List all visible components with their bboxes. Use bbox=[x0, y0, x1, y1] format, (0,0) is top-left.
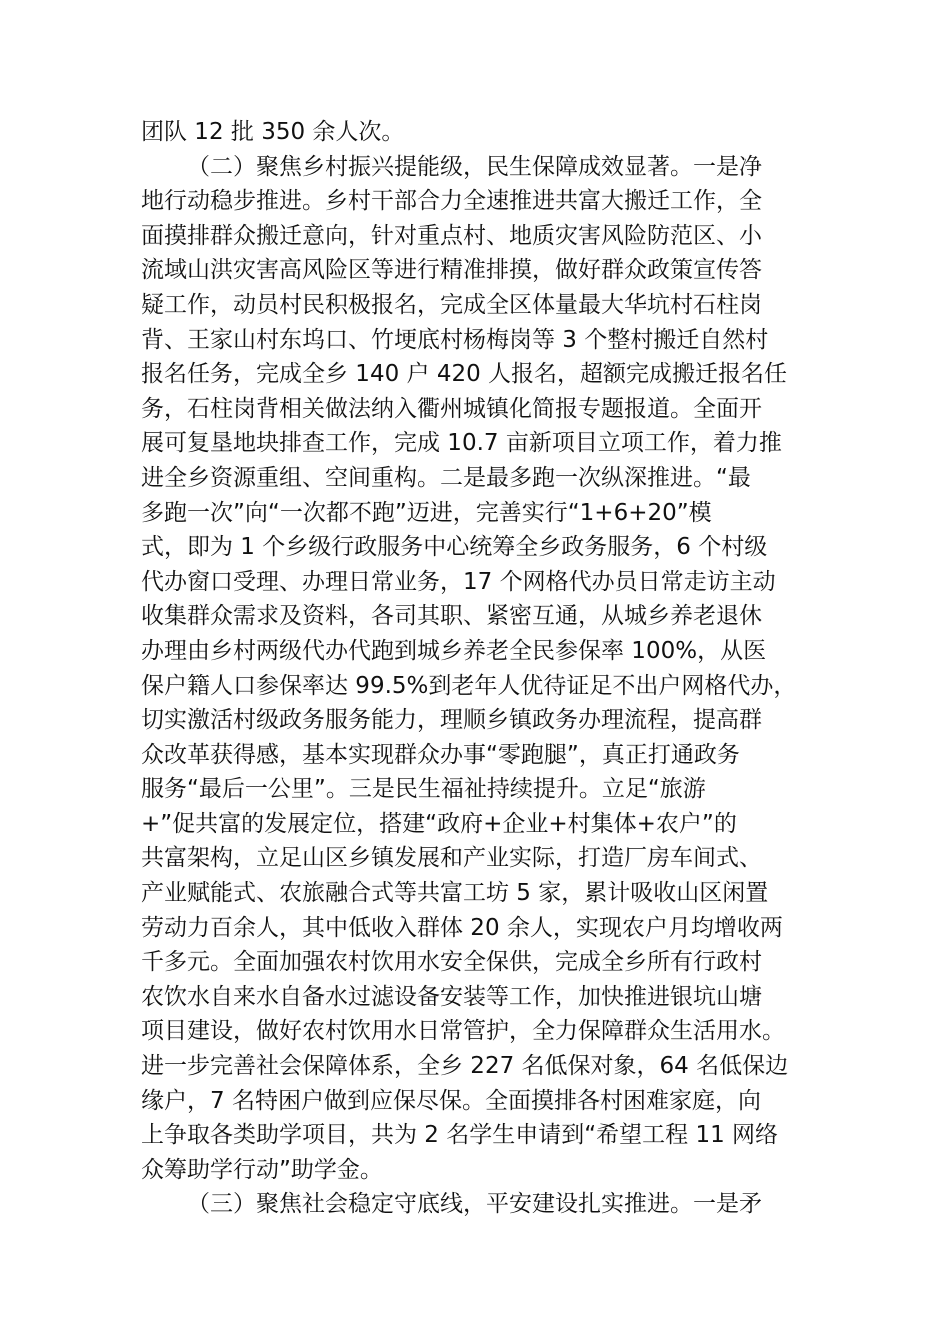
text-line: 众改革获得感，基本实现群众办事“零跑腿”，真正打通政务 bbox=[141, 741, 740, 768]
text-line: 上争取各类助学项目，共为 2 名学生申请到“希望工程 11 网络 bbox=[141, 1122, 779, 1149]
text-line: 劳动力百余人，其中低收入群体 20 余人，实现农户月均增收两 bbox=[141, 914, 783, 941]
body-text bbox=[141, 115, 821, 1222]
text-line: 产业赋能式、农旅融合式等共富工坊 5 家，累计吸收山区闲置 bbox=[141, 880, 769, 907]
text-line: 报名任务，完成全乡 140 户 420 人报名，超额完成搬迁报名任 bbox=[141, 361, 788, 388]
text-line: （三）聚焦社会稳定守底线，平安建设扎实推进。一是矛 bbox=[187, 1191, 762, 1218]
text-line: 面摸排群众搬迁意向，针对重点村、地质灾害风险防范区、小 bbox=[141, 222, 762, 249]
text-line: 进全乡资源重组、空间重构。二是最多跑一次纵深推进。“最 bbox=[141, 464, 751, 491]
text-line: 流域山洪灾害高风险区等进行精准排摸，做好群众政策宣传答 bbox=[141, 257, 762, 284]
text-line: 进一步完善社会保障体系，全乡 227 名低保对象，64 名低保边 bbox=[141, 1053, 789, 1080]
text-line: 众筹助学行动”助学金。 bbox=[141, 1156, 383, 1183]
text-line: 办理由乡村两级代办代跑到城乡养老全民参保率 100%，从医 bbox=[141, 637, 767, 664]
text-line: 共富架构，立足山区乡镇发展和产业实际，打造厂房车间式、 bbox=[141, 845, 762, 872]
text-line: 缘户，7 名特困户做到应保尽保。全面摸排各村困难家庭，向 bbox=[141, 1087, 761, 1114]
text-line: 农饮水自来水自备水过滤设备安装等工作，加快推进银坑山塘 bbox=[141, 983, 762, 1010]
text-line: 服务“最后一公里”。三是民生福祉持续提升。立足“旅游 bbox=[141, 776, 706, 803]
text-line: 疑工作，动员村民积极报名，完成全区体量最大华坑村石柱岗 bbox=[141, 291, 762, 318]
text-line: 保户籍人口参保率达 99.5%到老年人优待证足不出户网格代办， bbox=[141, 672, 797, 699]
text-line: 千多元。全面加强农村饮用水安全保供，完成全乡所有行政村 bbox=[141, 949, 762, 976]
text-line: 收集群众需求及资料，各司其职、紧密互通，从城乡养老退休 bbox=[141, 603, 762, 630]
text-line: 地行动稳步推进。乡村干部合力全速推进共富大搬迁工作，全 bbox=[141, 188, 762, 215]
text-line: 务，石柱岗背相关做法纳入衢州城镇化简报专题报道。全面开 bbox=[141, 395, 762, 422]
text-line: 多跑一次”向“一次都不跑”迈进，完善实行“1+6+20”模 bbox=[141, 499, 712, 526]
text-line: 背、王家山村东坞口、竹埂底村杨梅岗等 3 个整村搬迁自然村 bbox=[141, 326, 769, 353]
text-line: 项目建设，做好农村饮用水日常管护，全力保障群众生活用水。 bbox=[141, 1018, 785, 1045]
text-line: （二）聚焦乡村振兴提能级，民生保障成效显著。一是净 bbox=[187, 153, 762, 180]
text-line: +”促共富的发展定位，搭建“政府+企业+村集体+农户”的 bbox=[141, 810, 737, 837]
text-line: 切实激活村级政务服务能力，理顺乡镇政务办理流程，提高群 bbox=[141, 707, 762, 734]
text-line: 团队 12 批 350 余人次。 bbox=[141, 119, 405, 145]
text-line: 展可复垦地块排查工作，完成 10.7 亩新项目立项工作，着力推 bbox=[141, 430, 782, 457]
text-line: 代办窗口受理、办理日常业务，17 个网格代办员日常走访主动 bbox=[141, 568, 776, 595]
text-line: 式，即为 1 个乡级行政服务中心统筹全乡政务服务，6 个村级 bbox=[141, 534, 768, 561]
